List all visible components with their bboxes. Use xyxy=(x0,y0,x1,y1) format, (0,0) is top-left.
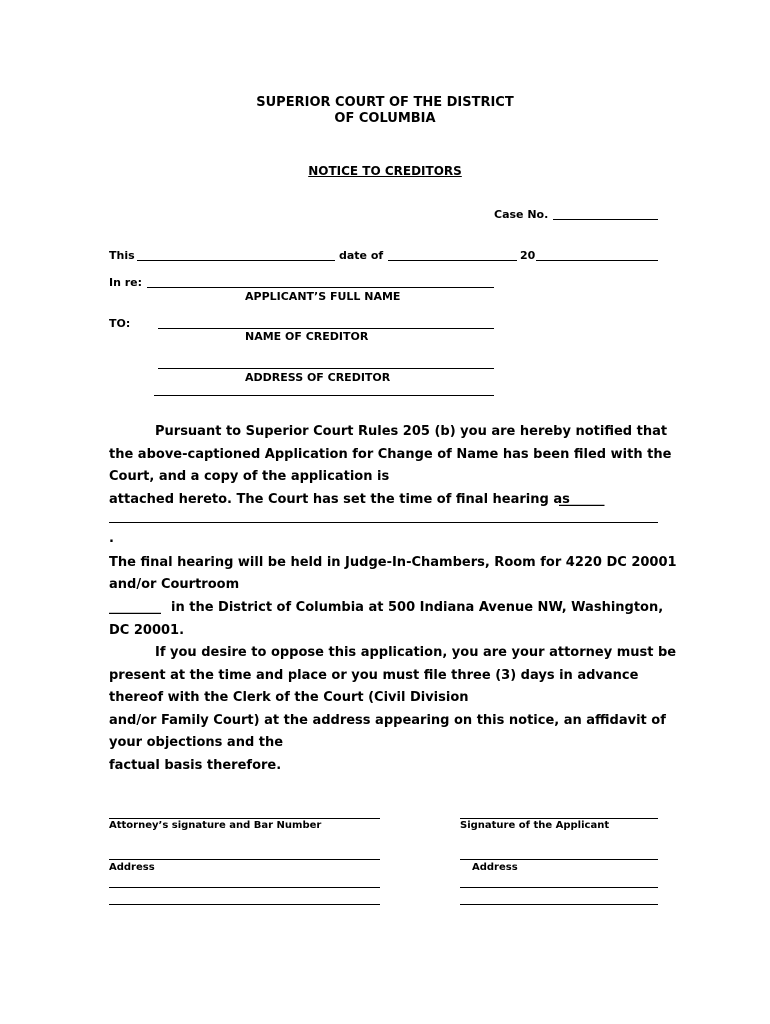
day-field[interactable] xyxy=(137,260,335,261)
date-of-label: date of xyxy=(339,249,384,262)
attorney-address-field[interactable] xyxy=(109,859,380,860)
applicant-address-field-3[interactable] xyxy=(460,904,658,905)
para1-line4: attached hereto. The Court has set the time of final hearing as xyxy=(109,492,570,507)
document-title: NOTICE TO CREDITORS xyxy=(308,164,462,178)
para2-line2: and/or Courtroom xyxy=(109,577,240,592)
creditor-address-field[interactable] xyxy=(158,368,494,369)
attorney-signature-label: Attorney’s signature and Bar Number xyxy=(109,820,322,831)
applicant-address-field-2[interactable] xyxy=(460,887,658,888)
in-re-label: In re: xyxy=(109,276,143,289)
applicant-address-label: Address xyxy=(472,862,518,873)
attorney-address-label: Address xyxy=(109,862,155,873)
court-title-line1: SUPERIOR COURT OF THE DISTRICT xyxy=(256,95,514,110)
para3-line2: present at the time and place or you must file three (3) days in advance xyxy=(109,668,639,683)
applicant-signature-field[interactable] xyxy=(460,818,658,819)
case-no-label: Case No. xyxy=(494,208,549,221)
year-field[interactable] xyxy=(536,260,658,261)
attorney-signature-field[interactable] xyxy=(109,818,380,819)
to-label: TO: xyxy=(109,317,131,330)
para3-line6: factual basis therefore. xyxy=(109,758,282,773)
court-title-line2: OF COLUMBIA xyxy=(334,111,436,126)
address-caption: ADDRESS OF CREDITOR xyxy=(245,371,391,384)
para3-line1: If you desire to oppose this application, you are your attorney must be xyxy=(155,645,677,660)
para1-line3: Court, and a copy of the application is xyxy=(109,469,390,484)
month-field[interactable] xyxy=(388,260,517,261)
para3-line5: your objections and the xyxy=(109,735,284,750)
para1-line2: the above-captioned Application for Change of Name has been filed with the xyxy=(109,447,672,462)
attorney-address-field-2[interactable] xyxy=(109,887,380,888)
hearing-time-field[interactable] xyxy=(109,522,658,523)
applicant-name-field[interactable] xyxy=(147,287,494,288)
applicant-caption: APPLICANT’S FULL NAME xyxy=(245,290,401,303)
para3-line4: and/or Family Court) at the address appearing on this notice, an affidavit of xyxy=(109,713,666,728)
case-no-field[interactable] xyxy=(553,219,658,220)
creditor-address-field-2[interactable] xyxy=(154,395,494,396)
para2-line1: The final hearing will be held in Judge-In-Chambers, Room for 4220 DC 20001 xyxy=(109,555,677,570)
applicant-address-field[interactable] xyxy=(460,859,658,860)
period-mark: . xyxy=(109,531,114,546)
para2-line3: in the District of Columbia at 500 Indiana Avenue NW, Washington, xyxy=(171,600,664,615)
hearing-time-blank[interactable]: _______ xyxy=(559,492,605,507)
courtroom-blank[interactable]: ________ xyxy=(109,600,161,615)
this-label: This xyxy=(109,249,135,262)
para2-line4: DC 20001. xyxy=(109,623,185,638)
creditor-caption: NAME OF CREDITOR xyxy=(245,330,369,343)
para3-line3: thereof with the Clerk of the Court (Civil Division xyxy=(109,690,469,705)
applicant-signature-label: Signature of the Applicant xyxy=(460,820,610,831)
para1-line1: Pursuant to Superior Court Rules 205 (b) you are hereby notified that xyxy=(155,424,668,439)
attorney-address-field-3[interactable] xyxy=(109,904,380,905)
year-prefix: 20 xyxy=(520,249,536,262)
creditor-name-field[interactable] xyxy=(158,328,494,329)
